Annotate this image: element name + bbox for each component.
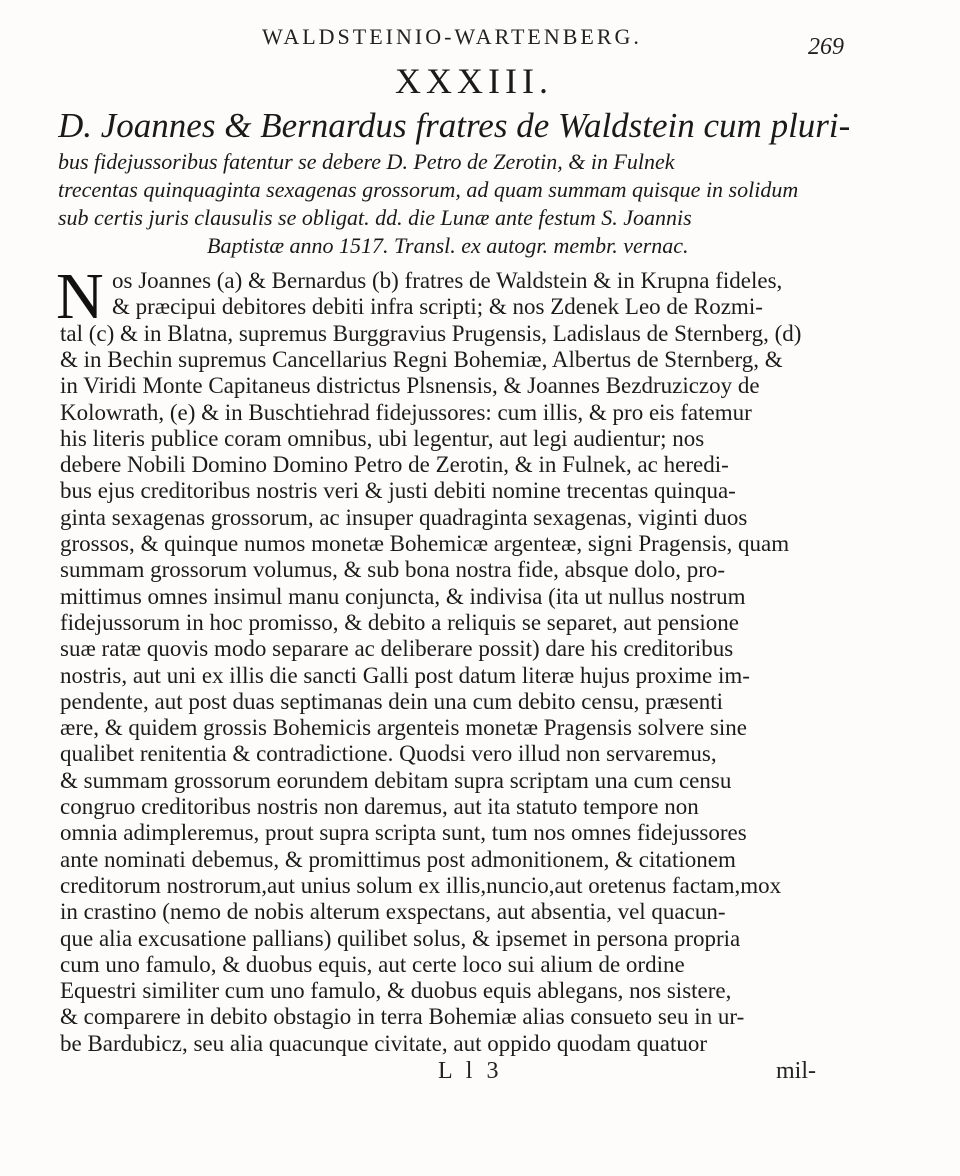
body-line: pendente, aut post duas septimanas dein una cum debito censu, præsenti: [60, 688, 724, 714]
signature-mark: L l 3: [438, 1058, 503, 1084]
body-line: nostris, aut uni ex illis die sancti Galli post datum literæ hujus proxime im-: [60, 662, 750, 688]
body-line: cum uno famulo, & duobus equis, aut certe loco sui alium de ordine: [60, 951, 685, 977]
body-line: ære, & quidem grossis Bohemicis argenteis monetæ Pragensis solvere sine: [60, 715, 747, 741]
body-line: que alia excusatione pallians) quilibet solus, & ipsemet in persona propria: [60, 925, 741, 951]
body-line: be Bardubicz, seu alia quacunque civitate, aut oppido quodam quatuor: [60, 1030, 707, 1056]
page-number: 269: [808, 34, 844, 60]
drop-cap: N: [56, 260, 104, 333]
heading-line-5: Baptistæ anno 1517. Transl. ex autogr. membr. vernac.: [207, 233, 689, 258]
body-line: debere Nobili Domino Domino Petro de Zerotin, & in Fulnek, ac heredi-: [60, 452, 729, 478]
document-number: XXXIII.: [395, 61, 553, 101]
body-line: Equestri similiter cum uno famulo, & duobus equis ablegans, nos sistere,: [60, 978, 732, 1004]
body-line: in Viridi Monte Capitaneus districtus Plsnensis, & Joannes Bezdruziczoy de: [60, 373, 760, 399]
body-line: Kolowrath, (e) & in Buschtiehrad fidejussores: cum illis, & pro eis fatemur: [60, 399, 752, 425]
body-line: ante nominati debemus, & promittimus post admonitionem, & citationem: [60, 846, 736, 872]
body-line: fidejussorum in hoc promisso, & debito a reliquis se separet, aut pensione: [60, 609, 740, 635]
body-line: congruo creditoribus nostris non daremus, aut ita statuto tempore non: [60, 794, 699, 819]
body-line: omnia adimpleremus, prout supra scripta sunt, tum nos omnes fidejussores: [60, 820, 747, 846]
heading-line-4: sub certis juris clausulis se obligat. dd. die Lunæ ante festum S. Joannis: [58, 205, 692, 230]
catchword: mil-: [776, 1058, 816, 1084]
body-line: & comparere in debito obstagio in terra Bohemiæ alias consueto seu in ur-: [60, 1004, 745, 1030]
body-line: & summam grossorum eorundem debitam supra scriptam una cum censu: [60, 767, 732, 793]
body-line: & in Bechin supremus Cancellarius Regni Bohemiæ, Albertus de Sternberg, &: [60, 346, 783, 372]
heading-line-3: trecentas quinquaginta sexagenas grossorum, ad quam summam quisque in solidum: [58, 177, 799, 202]
body-line: & præcipui debitores debiti infra scripti; & nos Zdenek Leo de Rozmi-: [112, 294, 763, 320]
heading-line-2: bus fidejussoribus fatentur se debere D. Petro de Zerotin, & in Fulnek: [58, 149, 675, 174]
body-line: grossos, & quinque numos monetæ Bohemicæ argenteæ, signi Pragensis, quam: [60, 531, 790, 556]
body-line: tal (c) & in Blatna, supremus Burggravius Prugensis, Ladislaus de Sternberg, (d): [60, 320, 802, 346]
running-head: WALDSTEINIO-WARTENBERG.: [262, 24, 642, 49]
body-line: ginta sexagenas grossorum, ac insuper quadraginta sexagenas, viginti duos: [60, 504, 748, 530]
body-line: summam grossorum volumus, & sub bona nostra fide, absque dolo, pro-: [60, 557, 726, 583]
body-line: his literis publice coram omnibus, ubi legentur, aut legi audientur; nos: [60, 425, 705, 451]
heading-line-1: D. Joannes & Bernardus fratres de Waldstein cum pluri-: [58, 106, 851, 145]
body-line: os Joannes (a) & Bernardus (b) fratres de Waldstein & in Krupna fideles,: [112, 268, 783, 293]
body-line: in crastino (nemo de nobis alterum exspectans, aut absentia, vel quacun-: [60, 899, 726, 925]
body-line: suæ ratæ quovis modo separare ac deliberare possit) dare his creditoribus: [60, 636, 734, 662]
body-line: bus ejus creditoribus nostris veri & justi debiti nomine trecentas quinqua-: [60, 478, 736, 504]
body-line: creditorum nostrorum,aut unius solum ex illis,nuncio,aut oretenus factam,mox: [60, 872, 782, 898]
body-line: mittimus omnes insimul manu conjuncta, & indivisa (ita ut nullus nostrum: [60, 583, 746, 609]
body-line: qualibet renitentia & contradictione. Quodsi vero illud non servaremus,: [60, 741, 717, 767]
